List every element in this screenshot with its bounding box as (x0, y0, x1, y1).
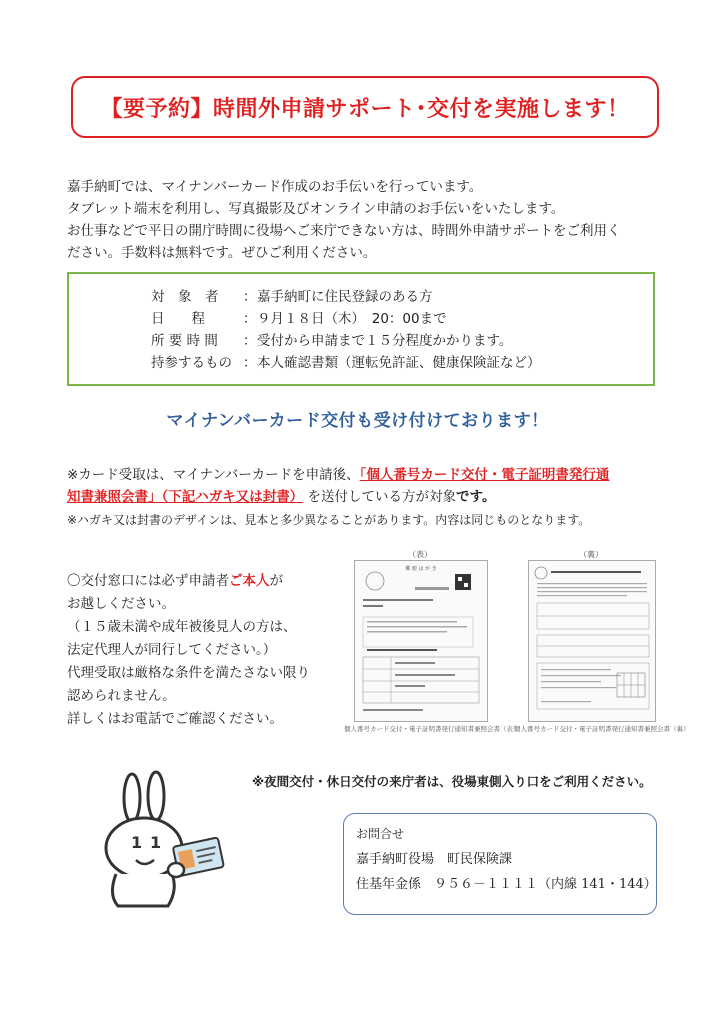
intro-line: 嘉手納町では、マイナンバーカード作成のお手伝いを行っています。 (67, 179, 483, 195)
intro-line: お仕事などで平日の開庁時間に役場へご来庁できない方は、時間外申請サポートをご利用く (67, 223, 621, 239)
info-colon: ： (243, 355, 257, 371)
sample-front-label: （表） (408, 550, 432, 559)
contact-department: 嘉手納町役場 町民保険課 (356, 852, 513, 867)
title-box (71, 76, 659, 138)
info-box (67, 272, 655, 386)
info-value: 受付から申請まで１５分程度かかります。 (257, 333, 513, 349)
info-value: ９月１８日（木） 20：00まで (257, 311, 447, 327)
card-note-highlight: 知書兼照会書」（下記ハガキ又は封書） (67, 489, 304, 505)
card-note-highlight: 「個人番号カード交付・電子証明書発行通 (359, 467, 610, 483)
contact-heading: お問合せ (356, 827, 405, 841)
postcard-front-image (355, 561, 487, 721)
intro-paragraph (67, 176, 657, 264)
window-note-highlight: ご本人 (229, 573, 270, 589)
contact-phone: 住基年金係 ９５６－１１１１（内線 141・144） (356, 877, 657, 892)
window-note-line: 法定代理人が同行してください。） (67, 642, 277, 658)
window-note-line: 認められません。 (67, 688, 176, 704)
sample-back-caption: 個人番号カード交付・電子証明書発行通知書兼照会書（裏） (514, 725, 690, 733)
postcard-back-image (529, 561, 655, 721)
info-value: 嘉手納町に住民登録のある方 (257, 289, 433, 305)
postcard-header: 郵 便 は が き (405, 566, 437, 572)
page-title: 【要予約】時間外申請サポート･交付を実施します！ (100, 96, 630, 122)
sample-postcard-front (354, 560, 488, 722)
svg-text:1: 1 (150, 833, 162, 852)
mascot-illustration (98, 770, 228, 910)
info-label: 持参するもの (151, 355, 232, 371)
info-colon: ： (243, 311, 257, 327)
intro-line: ださい。手数料は無料です。ぜひご利用ください。 (67, 245, 377, 261)
intro-line: タブレット端末を利用し、写真撮影及びオンライン申請のお手伝いをいたします。 (67, 201, 565, 217)
info-value: 本人確認書類（運転免許証、健康保険証など） (257, 355, 541, 371)
contact-box (343, 813, 657, 915)
design-note: ※ハガキ又は封書のデザインは、見本と多少異なることがあります。内容は同じものとなります。 (67, 513, 591, 527)
svg-text:1: 1 (131, 833, 143, 852)
info-label: 日 程 (151, 311, 205, 327)
info-label: 対 象 者 (151, 289, 219, 305)
rabbit-mascot-icon (98, 770, 228, 910)
window-note-text: 〇交付窓口には必ず申請者 (67, 573, 229, 589)
sample-front-caption: 個人番号カード交付・電子証明書発行通知書兼照会書（表） (344, 725, 520, 733)
window-note-text: が (269, 573, 283, 589)
info-colon: ： (243, 333, 257, 349)
info-row-target (151, 286, 541, 308)
window-note-line: お越しください。 (67, 596, 175, 612)
info-row-bring (151, 352, 541, 374)
night-entrance-note: ※夜間交付・休日交付の来庁者は、役場東側入り口をご利用ください。 (252, 774, 652, 789)
info-colon: ： (243, 289, 257, 305)
card-delivery-heading: マイナンバーカード交付も受け付けております！ (166, 411, 549, 431)
window-note-line: （１５歳未満や成年被後見人の方は、 (67, 619, 297, 635)
card-note-text: ※カード受取は、マイナンバーカードを申請後、 (67, 467, 360, 483)
info-row-duration (151, 330, 541, 352)
sample-back-label: （裏） (579, 550, 603, 559)
card-note-text: です。 (456, 489, 496, 505)
card-note-text: を送付している方が対象 (307, 489, 457, 505)
info-label: 所 要 時 間 (151, 333, 218, 349)
info-row-schedule (151, 308, 541, 330)
window-note (67, 570, 337, 731)
window-note-line: 詳しくはお電話でご確認ください。 (67, 711, 283, 727)
card-pickup-note (67, 464, 657, 508)
window-note-line: 代理受取は厳格な条件を満たさない限り (67, 665, 310, 681)
sample-postcard-back (528, 560, 656, 722)
